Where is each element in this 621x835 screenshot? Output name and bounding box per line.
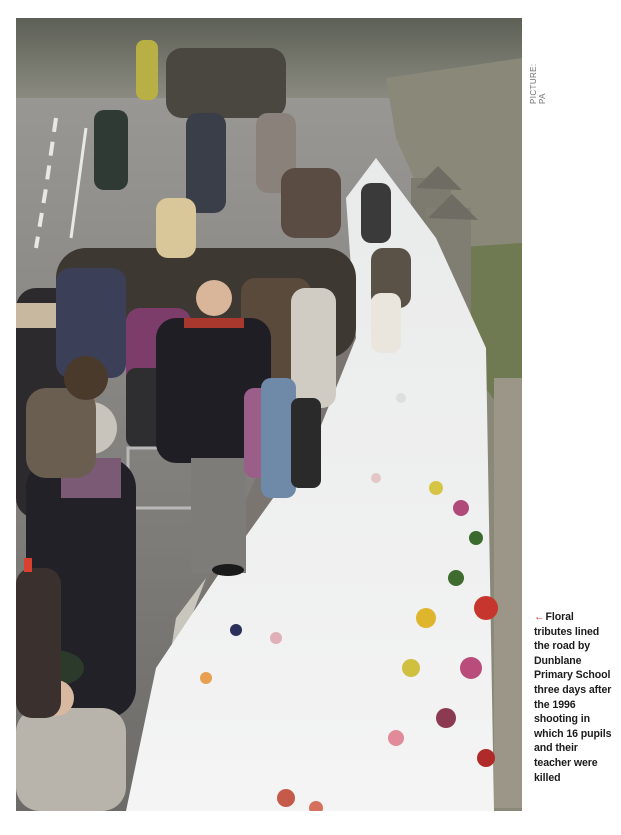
child-in-cap [16, 708, 126, 811]
photo-caption [534, 610, 614, 785]
photo-illustration [16, 18, 522, 811]
photo-credit: PICTURE: PA [529, 63, 547, 104]
left-arrow-icon: ← [534, 611, 545, 623]
photo-floral-tributes [16, 18, 522, 811]
caption-text: Floral tributes lined the road by Dunblane Primary School three days after the 1996 shooting in which 16 pupils and their teacher were killed [534, 611, 612, 784]
